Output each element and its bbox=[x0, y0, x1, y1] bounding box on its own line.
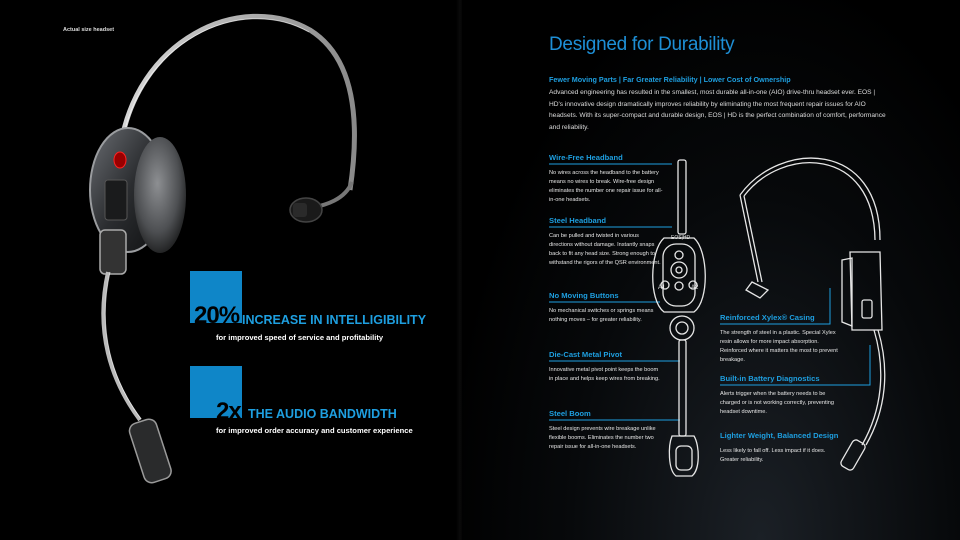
button-a1-label: A1 bbox=[658, 285, 666, 291]
stat-subtext: for improved speed of service and profitability bbox=[216, 333, 384, 342]
feature-die-cast-pivot bbox=[549, 350, 664, 384]
feature-heading: Steel Boom bbox=[549, 409, 591, 418]
button-a2-label: A2 bbox=[691, 285, 699, 291]
feature-heading: Wire-Free Headband bbox=[549, 153, 623, 162]
feature-body: Less likely to fall off. Less impact if it does. Greater reliability. bbox=[720, 448, 826, 463]
feature-heading: No Moving Buttons bbox=[549, 291, 619, 300]
feature-body: The strength of steel in a plastic. Special Xylex resin allows for more impact absorption. Reinforced where it matters the most to prevent breakage. bbox=[720, 330, 838, 363]
feature-body: Alerts trigger when the battery needs to be charged or is not working correctly, preventing headset downtime. bbox=[720, 391, 834, 415]
page-title: Designed for Durability bbox=[549, 34, 735, 55]
feature-heading: Steel Headband bbox=[549, 216, 606, 225]
feature-heading: Die-Cast Metal Pivot bbox=[549, 350, 623, 359]
stat-headline: INCREASE IN INTELLIGIBILITY bbox=[242, 313, 427, 327]
feature-heading: Lighter Weight, Balanced Design bbox=[720, 431, 839, 440]
feature-wire-free-headband bbox=[549, 153, 664, 205]
feature-steel-boom bbox=[549, 409, 664, 452]
actual-size-caption: Actual size headset bbox=[63, 27, 115, 33]
feature-xylex-casing bbox=[720, 313, 840, 365]
feature-heading: Reinforced Xylex® Casing bbox=[720, 313, 815, 322]
stat-number: 20% bbox=[194, 302, 240, 329]
feature-body: Steel design prevents wire breakage unlike flexible booms. Eliminates the number two repair issue for all-in-one headsets. bbox=[549, 426, 656, 450]
feature-heading: Built-in Battery Diagnostics bbox=[720, 374, 820, 383]
stat-headline: THE AUDIO BANDWIDTH bbox=[248, 407, 397, 421]
feature-steel-headband bbox=[549, 216, 664, 268]
feature-body: Can be pulled and twisted in various directions without damage. Instantly snaps back to fit any head size. Strong enough to withstand the rigors of the QSR environment. bbox=[549, 233, 661, 266]
feature-no-moving-buttons bbox=[549, 291, 664, 325]
stat-number: 2x bbox=[216, 398, 241, 425]
feature-body: Innovative metal pivot point keeps the boom in place and helps keep wires from breaking. bbox=[549, 367, 660, 382]
feature-battery-diagnostics bbox=[720, 374, 840, 417]
feature-body: No wires across the headband to the battery means no wires to break. Wire-free design eliminates the number one repair issue for all-in-one headsets. bbox=[549, 170, 663, 203]
feature-lighter-weight bbox=[720, 431, 840, 465]
subheading: Fewer Moving Parts | Far Greater Reliability | Lower Cost of Ownership bbox=[549, 75, 791, 84]
stat-subtext: for improved order accuracy and customer experience bbox=[216, 426, 413, 435]
feature-body: No mechanical switches or springs means nothing moves – for greater reliability. bbox=[549, 308, 654, 323]
device-brand-label: EOS|HD bbox=[671, 235, 691, 241]
intro-paragraph: Advanced engineering has resulted in the smallest, most durable all-in-one (AIO) drive-thru headset ever. EOS | HD's innovative design dramatically improves reliability by eliminating the most frequent repair issues for AIO headsets. With its super-compact and durable design, EOS | HD is the perfect combination of comfort, performance and reliability. bbox=[549, 89, 886, 131]
